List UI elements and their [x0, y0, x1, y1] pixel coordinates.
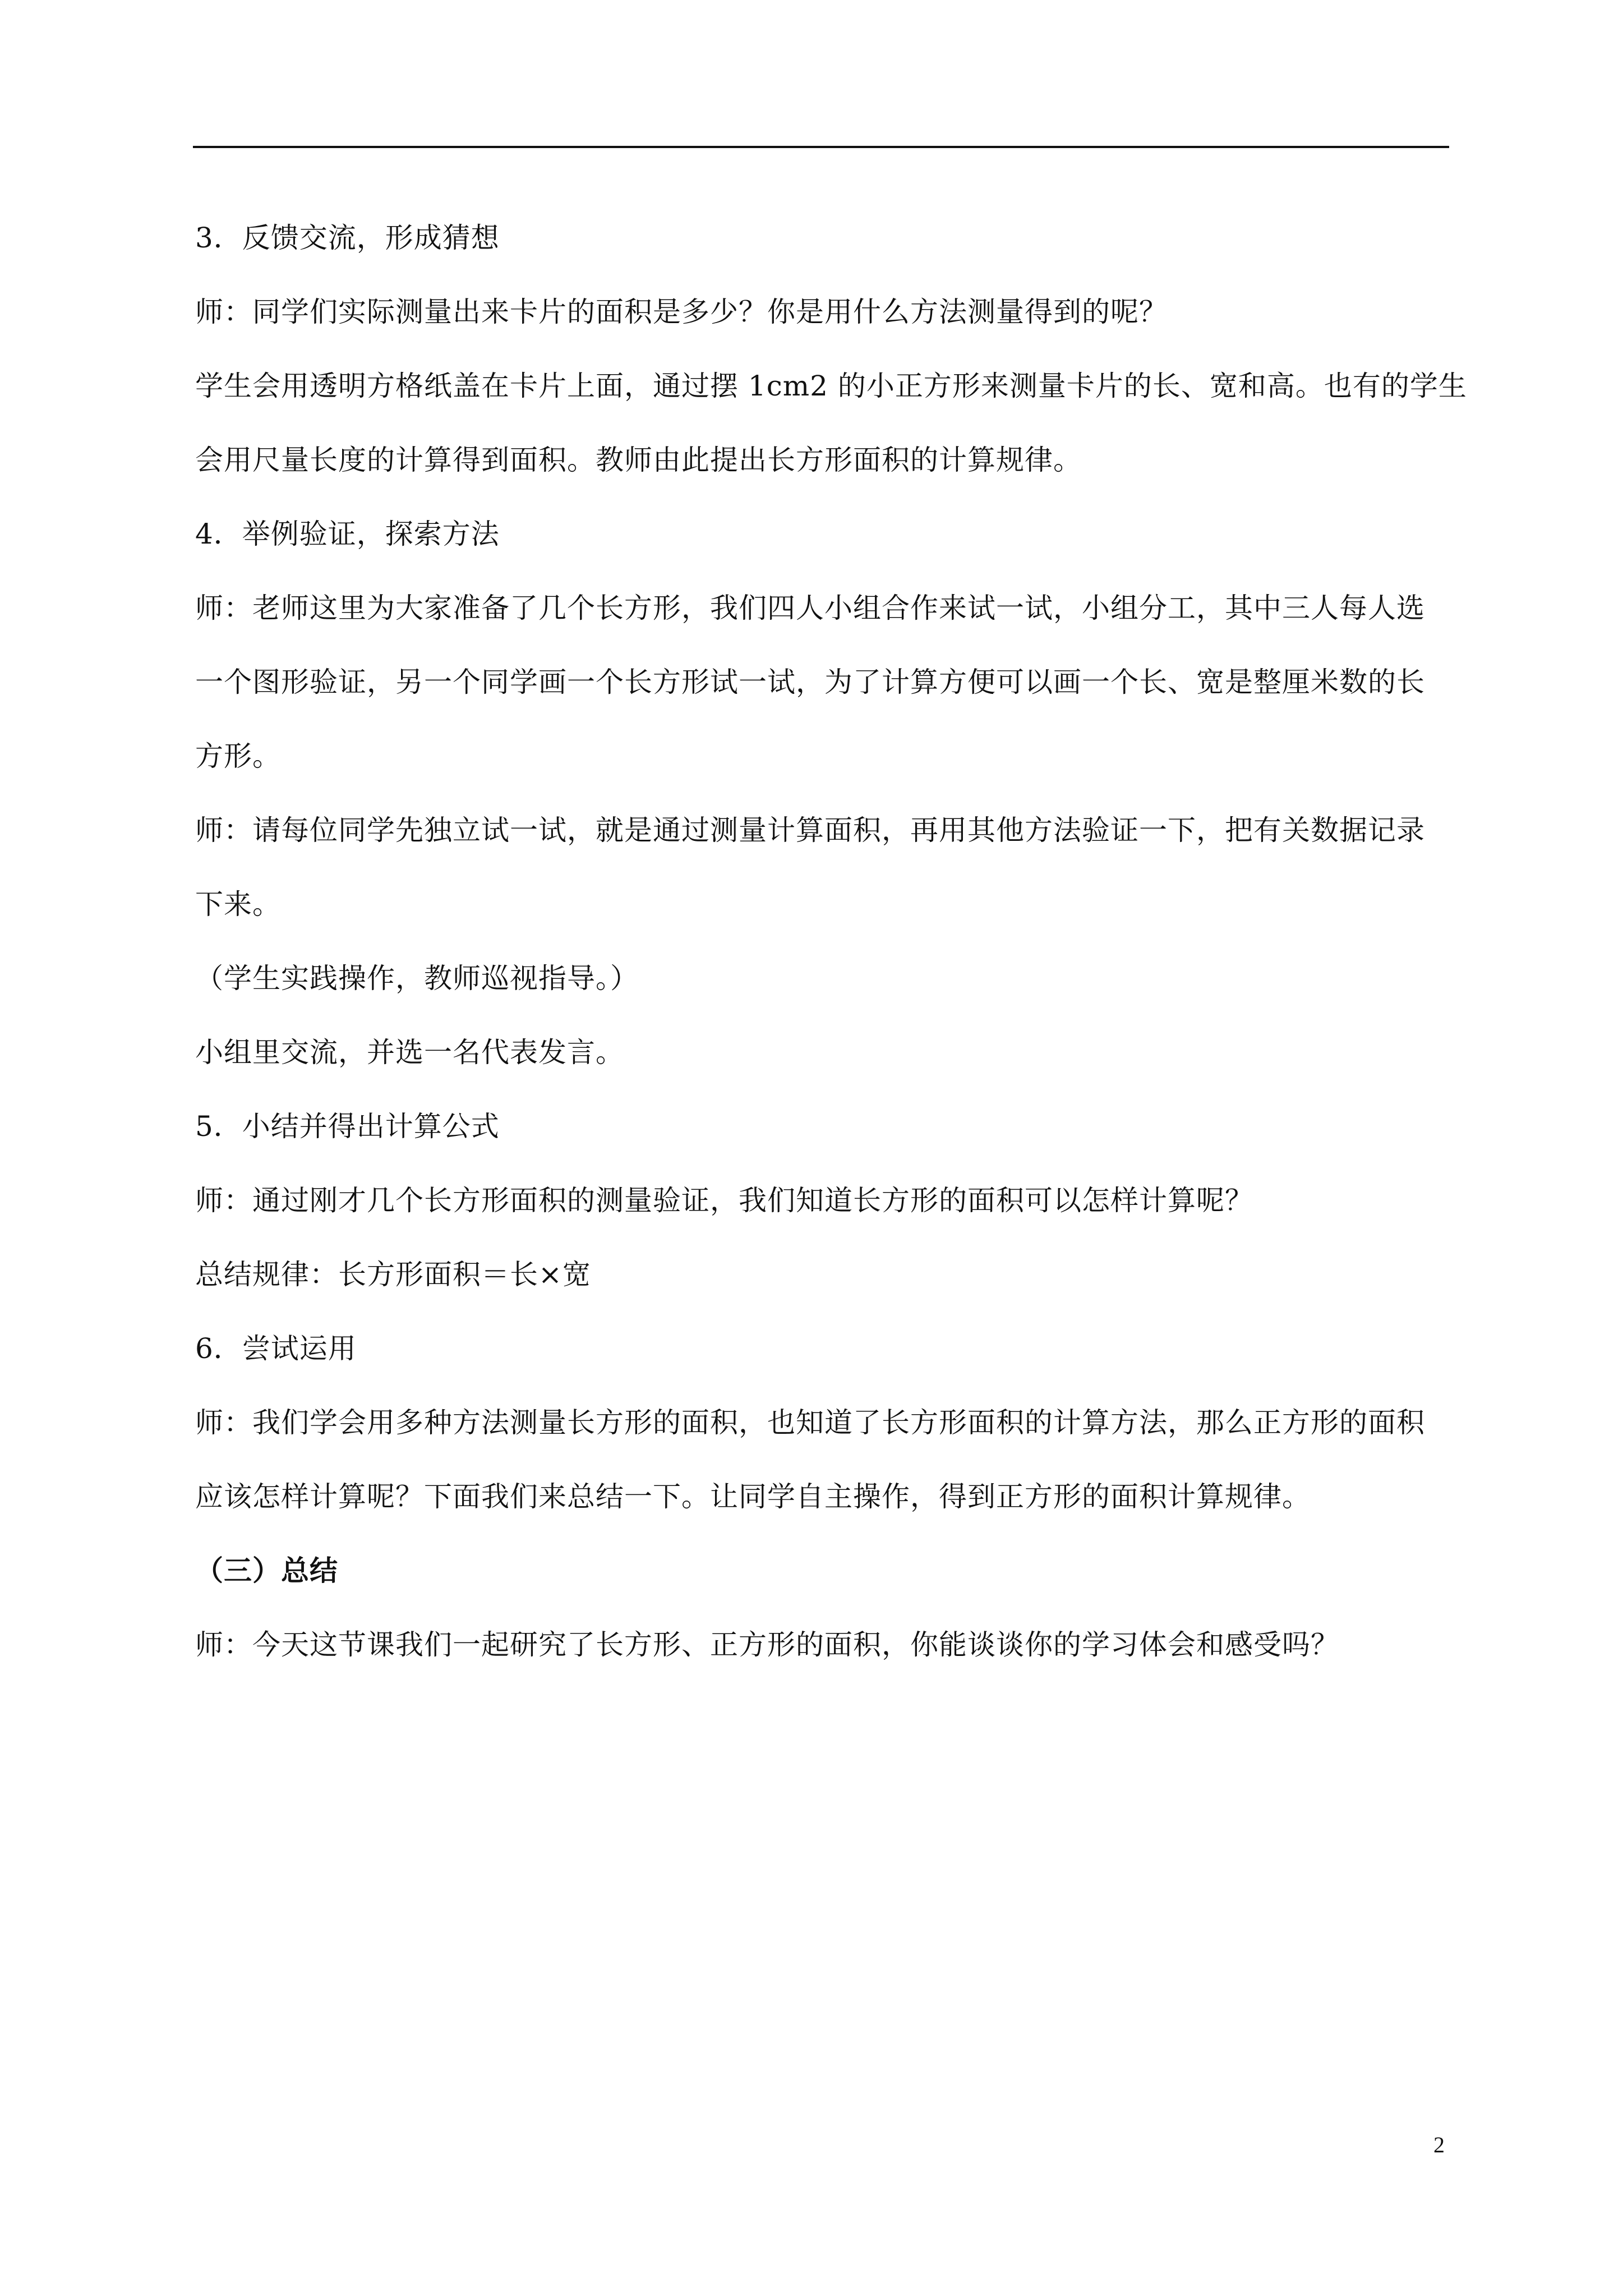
document-body — [195, 201, 1467, 1682]
text-line: 小组里交流，并选一名代表发言。 — [195, 1036, 624, 1069]
text-line: 下来。 — [195, 888, 281, 921]
text-line: 会用尺量长度的计算得到面积。教师由此提出长方形面积的计算规律。 — [195, 444, 1082, 476]
text-line: 师：我们学会用多种方法测量长方形的面积，也知道了长方形面积的计算方法，那么正方形的面积 — [195, 1406, 1425, 1439]
text-line: 总结规律：长方形面积＝长×宽 — [195, 1258, 591, 1291]
text-line: 师：同学们实际测量出来卡片的面积是多少？你是用什么方法测量得到的呢？ — [195, 296, 1168, 328]
text-line: 师：请每位同学先独立试一试，就是通过测量计算面积，再用其他方法验证一下，把有关数据记录 — [195, 814, 1425, 846]
text-line: 师：今天这节课我们一起研究了长方形、正方形的面积，你能谈谈你的学习体会和感受吗？ — [195, 1628, 1339, 1661]
text-line: 学生会用透明方格纸盖在卡片上面，通过摆 1cm2 的小正方形来测量卡片的长、宽和高。也有的学生 — [195, 370, 1467, 402]
text-line: 6．尝试运用 — [195, 1332, 357, 1365]
header-rule — [193, 146, 1449, 148]
text-line: 4．举例验证，探索方法 — [195, 518, 500, 550]
text-line: 3．反馈交流，形成猜想 — [195, 222, 500, 254]
text-line: 一个图形验证，另一个同学画一个长方形试一试，为了计算方便可以画一个长、宽是整厘米数的长 — [195, 666, 1425, 698]
page-number: 2 — [1433, 2132, 1445, 2157]
text-line: 应该怎样计算呢？下面我们来总结一下。让同学自主操作，得到正方形的面积计算规律。 — [195, 1480, 1311, 1513]
text-line: （学生实践操作，教师巡视指导。） — [195, 962, 639, 995]
section-heading: （三）总结 — [195, 1554, 338, 1587]
text-line: 师：通过刚才几个长方形面积的测量验证，我们知道长方形的面积可以怎样计算呢？ — [195, 1184, 1253, 1217]
text-line: 5．小结并得出计算公式 — [195, 1110, 500, 1143]
text-line: 方形。 — [195, 740, 281, 772]
text-line: 师：老师这里为大家准备了几个长方形，我们四人小组合作来试一试，小组分工，其中三人每人选 — [195, 592, 1425, 624]
